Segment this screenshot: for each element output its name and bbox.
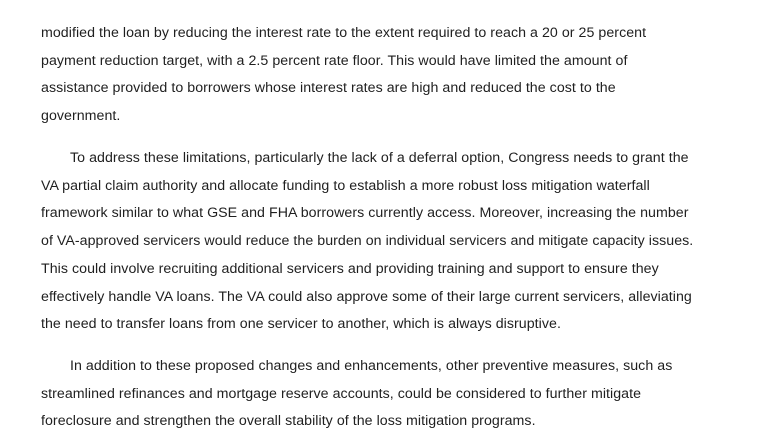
text-line: payment reduction target, with a 2.5 percent rate floor. This would have limited the amount of: [41, 53, 628, 69]
text-line: of VA-approved servicers would reduce the burden on individual servicers and mitigate capacity issues.: [41, 233, 694, 249]
text-line: modified the loan by reducing the interest rate to the extent required to reach a 20 or 25 percent: [41, 25, 647, 41]
text-line: This could involve recruiting additional servicers and providing training and support to ensure they: [41, 261, 659, 277]
text-line: the need to transfer loans from one servicer to another, which is always disruptive.: [41, 316, 561, 332]
text-line: In addition to these proposed changes and enhancements, other preventive measures, such as: [70, 358, 673, 374]
text-line: assistance provided to borrowers whose interest rates are high and reduced the cost to the: [41, 80, 616, 96]
text-line: government.: [41, 108, 121, 124]
text-line: streamlined refinances and mortgage reserve accounts, could be considered to further mitigate: [41, 386, 642, 402]
text-line: VA partial claim authority and allocate funding to establish a more robust loss mitigation waterfall: [41, 178, 650, 194]
text-line: foreclosure and strengthen the overall stability of the loss mitigation programs.: [41, 413, 536, 429]
text-line: effectively handle VA loans. The VA could also approve some of their large current servicers, alleviating: [41, 289, 692, 305]
text-line: framework similar to what GSE and FHA borrowers currently access. Moreover, increasing the number: [41, 205, 689, 221]
text-line: To address these limitations, particularly the lack of a deferral option, Congress needs to grant the: [70, 150, 689, 166]
